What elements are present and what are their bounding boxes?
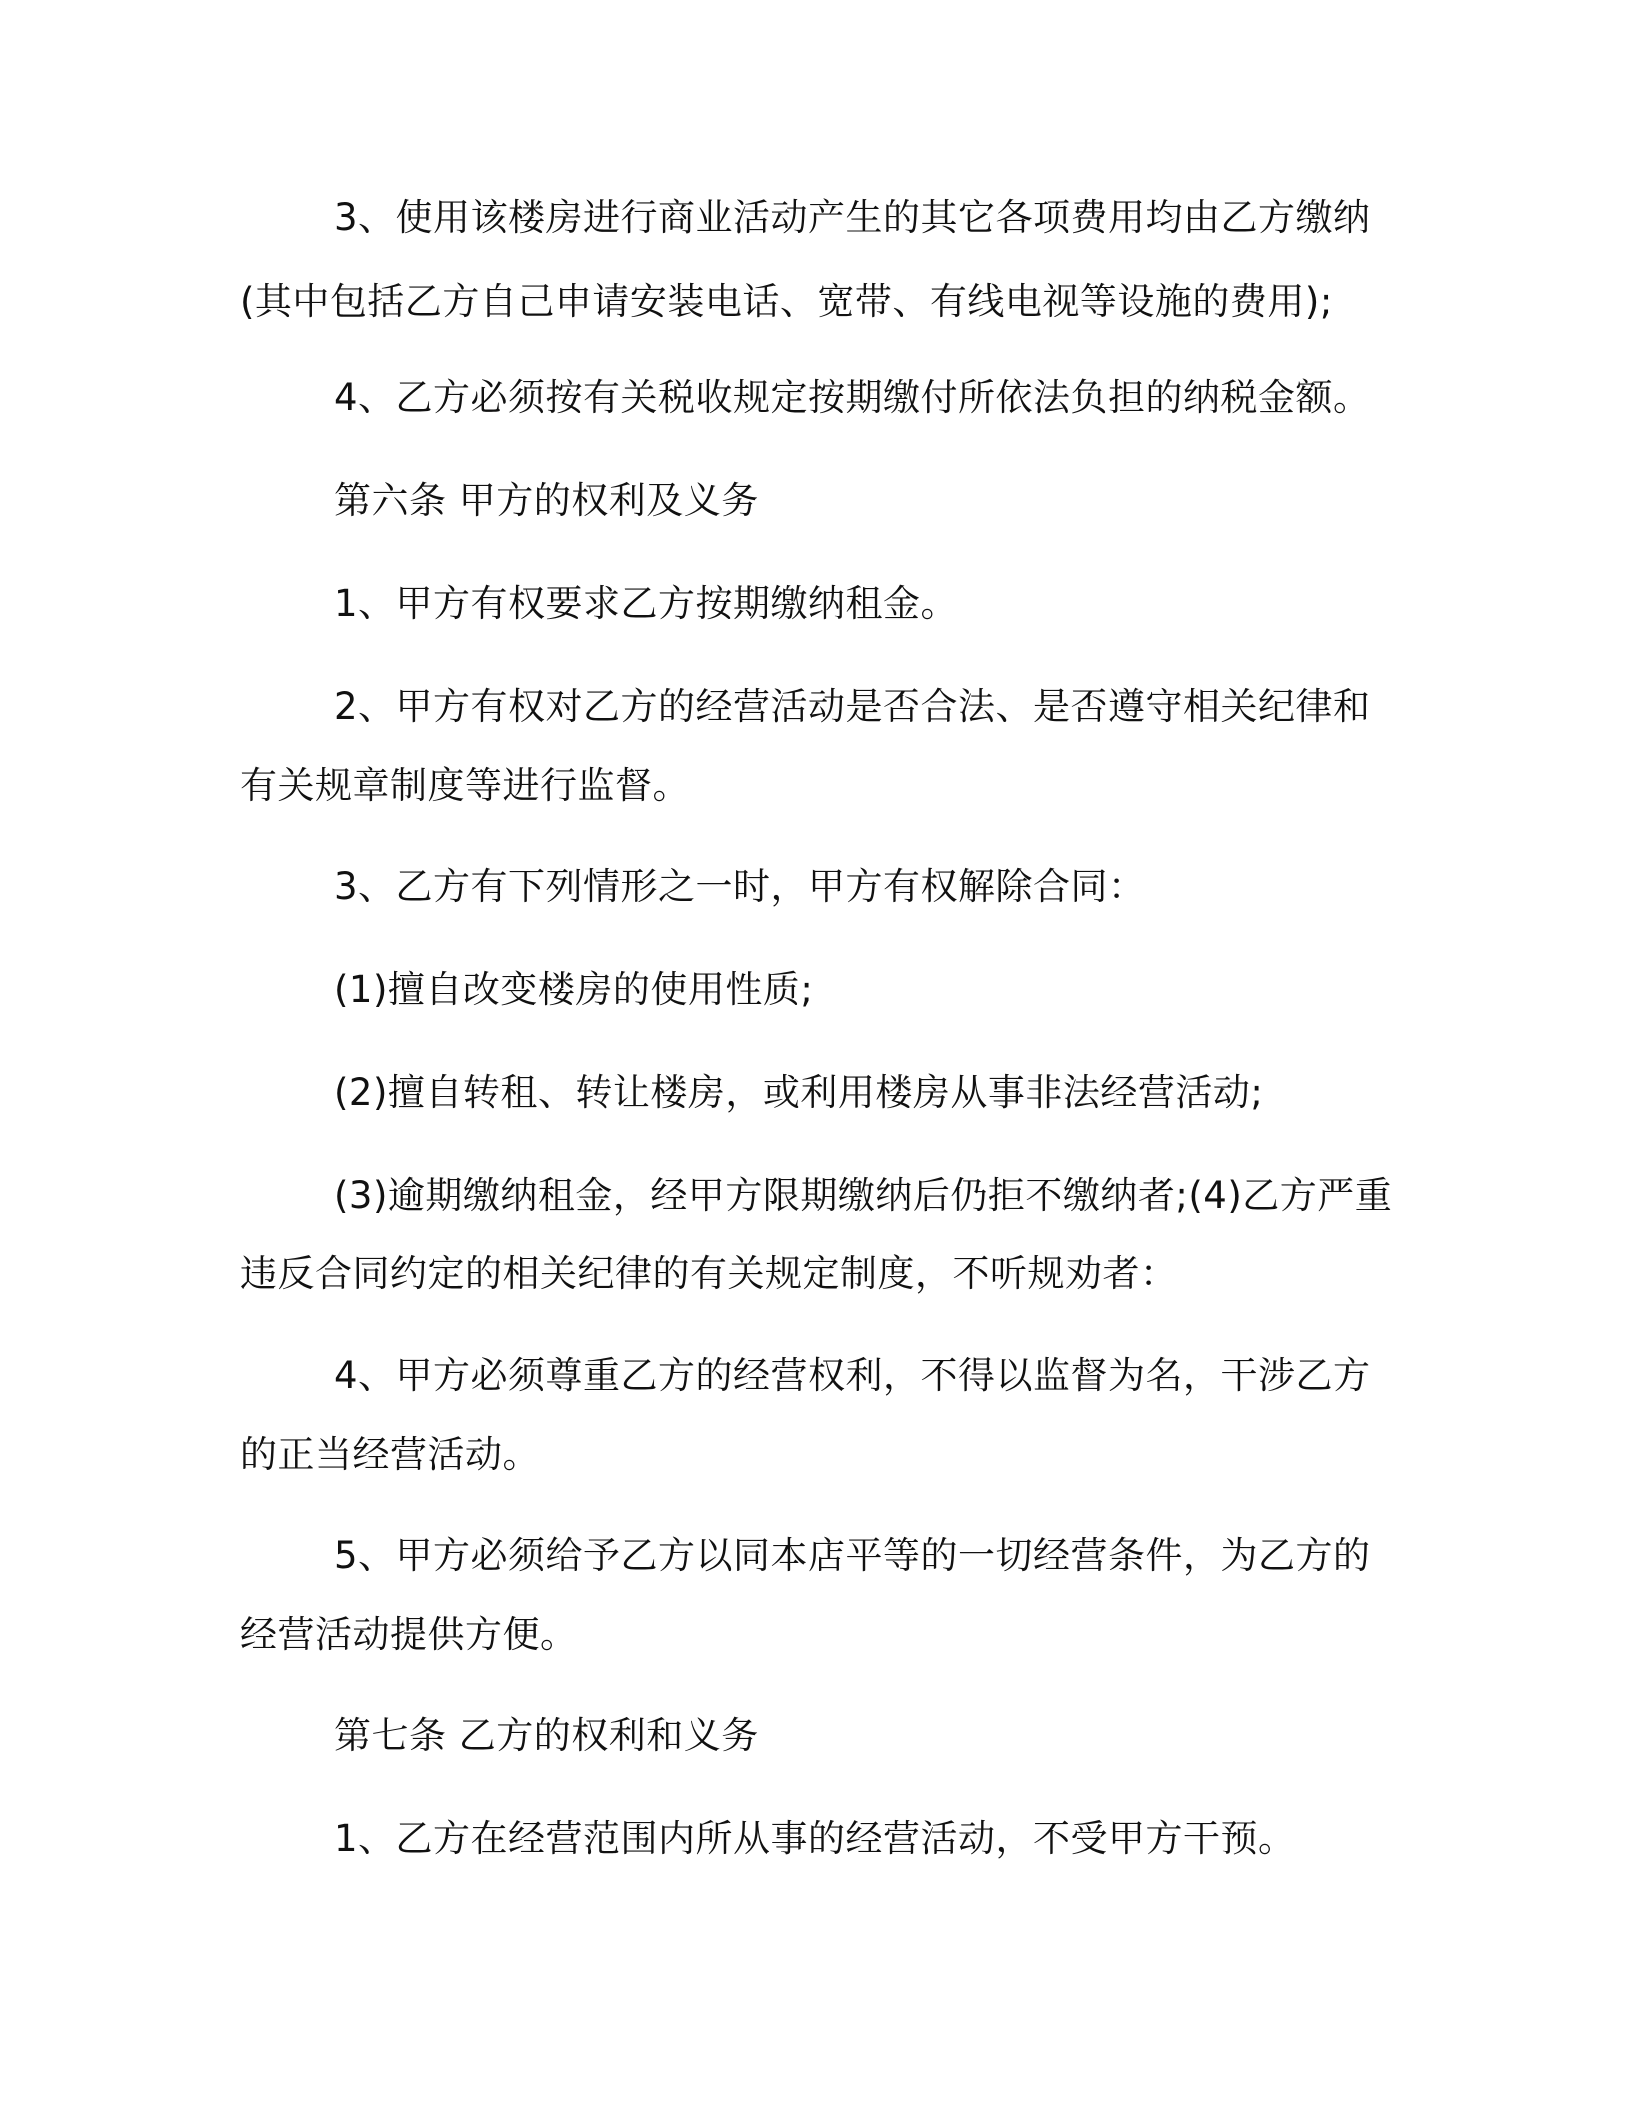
clause-5-item-3-line-1: 3、使用该楼房进行商业活动产生的其它各项费用均由乙方缴纳 bbox=[334, 196, 1371, 239]
clause-7-heading: 第七条 乙方的权利和义务 bbox=[334, 1714, 759, 1757]
clause-6-item-3-sub-2: (2)擅自转租、转让楼房，或利用楼房从事非法经营活动; bbox=[334, 1071, 1264, 1114]
clause-6-item-4-line-2: 的正当经营活动。 bbox=[240, 1433, 540, 1476]
clause-6-item-2-line-2: 有关规章制度等进行监督。 bbox=[240, 764, 690, 807]
clause-6-item-5-line-2: 经营活动提供方便。 bbox=[240, 1613, 578, 1656]
clause-6-item-5-line-1: 5、甲方必须给予乙方以同本店平等的一切经营条件，为乙方的 bbox=[334, 1534, 1371, 1577]
clause-7-item-1: 1、乙方在经营范围内所从事的经营活动，不受甲方干预。 bbox=[334, 1817, 1296, 1860]
clause-6-item-3-sub-3-line-1: (3)逾期缴纳租金，经甲方限期缴纳后仍拒不缴纳者;(4)乙方严重 bbox=[334, 1174, 1393, 1217]
clause-6-item-1: 1、甲方有权要求乙方按期缴纳租金。 bbox=[334, 582, 959, 625]
clause-6-item-3: 3、乙方有下列情形之一时，甲方有权解除合同： bbox=[334, 865, 1146, 908]
clause-5-item-4: 4、乙方必须按有关税收规定按期缴付所依法负担的纳税金额。 bbox=[334, 376, 1371, 419]
clause-6-heading: 第六条 甲方的权利及义务 bbox=[334, 479, 759, 522]
clause-6-item-2-line-1: 2、甲方有权对乙方的经营活动是否合法、是否遵守相关纪律和 bbox=[334, 685, 1371, 728]
clause-6-item-3-sub-3-line-2: 违反合同约定的相关纪律的有关规定制度，不听规劝者： bbox=[240, 1252, 1178, 1295]
clause-6-item-3-sub-1: (1)擅自改变楼房的使用性质; bbox=[334, 968, 814, 1011]
clause-6-item-4-line-1: 4、甲方必须尊重乙方的经营权利，不得以监督为名，干涉乙方 bbox=[334, 1354, 1371, 1397]
clause-5-item-3-line-2: (其中包括乙方自己申请安装电话、宽带、有线电视等设施的费用); bbox=[240, 280, 1333, 323]
